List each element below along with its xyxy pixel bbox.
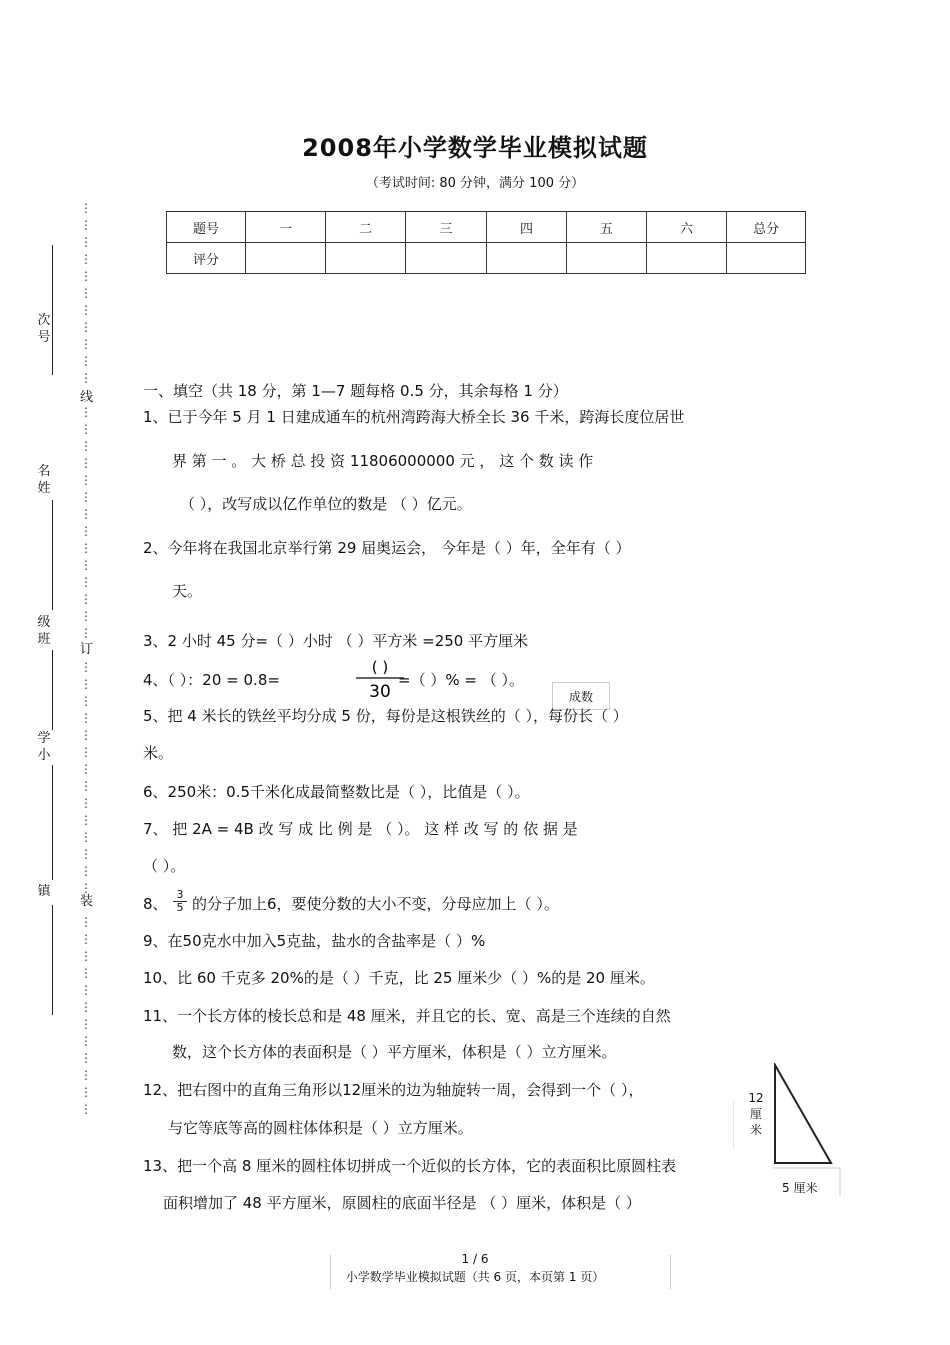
exam-info: （考试时间: 80 分钟，满分 100 分） — [365, 176, 585, 191]
question-line: 5、把 4 米长的铁丝平均分成 5 份，每份是这根铁丝的（ ），每份长（ ） — [143, 707, 628, 725]
margin-line — [52, 500, 53, 610]
page-number: 1 / 6 — [461, 1252, 489, 1266]
table-cell: 五 — [567, 212, 647, 243]
question-line: 1、已于今年 5 月 1 日建成通车的杭州湾跨海大桥全长 36 千米，跨海长度位居世 — [143, 408, 685, 426]
table-row — [167, 212, 806, 243]
section-heading: 一、填空（共 18 分，第 1—7 题每格 0.5 分，其余每格 1 分） — [143, 382, 568, 400]
binding-dotted-line: ⋮ ⋮ ⋮ ⋮ ⋮ ⋮ ⋮ ⋮ ⋮ ⋮ ⋮ ⋮ ⋮ ⋮ ⋮ ⋮ ⋮ ⋮ ⋮ ⋮ ⋮ ⋮ ⋮ ⋮ ⋮ ⋮ ⋮ ⋮ ⋮ ⋮ ⋮ ⋮ ⋮ ⋮ ⋮ ⋮ ⋮ ⋮ ⋮ ⋮ ⋮ ⋮ ⋮ ⋮ ⋮ ⋮ ⋮ ⋮ ⋮ ⋮ ⋮ — [80, 201, 91, 1116]
school-label: 学小 — [37, 731, 51, 763]
question-line: 3、2 小时 45 分=（ ）小时 （ ）平方米 =250 平方厘米 — [143, 632, 529, 650]
fraction-3-5 — [173, 889, 187, 914]
chengshu-box: 成数 — [552, 682, 610, 710]
name-label: 名姓 — [37, 464, 51, 496]
question-line: 12、把右图中的直角三角形以12厘米的边为轴旋转一周，会得到一个（ ）， — [143, 1081, 644, 1099]
binding-word-ding: 订 — [80, 642, 94, 657]
town-label: 镇 — [37, 884, 51, 899]
table-cell: 四 — [487, 212, 567, 243]
score-cell[interactable] — [487, 243, 567, 274]
question-line: 4、（ ）：20 = 0.8= — [143, 671, 280, 689]
question-line: 13、把一个高 8 厘米的圆柱体切拼成一个近似的长方体，它的表面积比原圆柱表 — [143, 1157, 677, 1175]
question-line: 面积增加了 48 平方厘米，原圆柱的底面半径是 （ ）厘米，体积是（ ） — [163, 1194, 641, 1212]
question-line: （ ），改写成以亿作单位的数是 （ ）亿元。 — [180, 495, 472, 513]
footer-note: 小学数学毕业模拟试题（共 6 页，本页第 1 页） — [345, 1270, 605, 1284]
score-cell[interactable] — [567, 243, 647, 274]
triangle-base-label: 5 厘米 — [782, 1181, 818, 1195]
table-cell: 二 — [326, 212, 406, 243]
margin-line — [52, 245, 53, 375]
score-cell[interactable] — [647, 243, 727, 274]
question-line: 与它等底等高的圆柱体体积是（ ）立方厘米。 — [168, 1119, 473, 1137]
seat-number-label: 次号 — [37, 313, 51, 345]
question-line: 的分子加上6，要使分数的大小不变，分母应加上（ ）。 — [192, 895, 559, 913]
triangle-height-label: 12 厘 米 — [748, 1091, 764, 1137]
fraction-numerator: 3 — [176, 888, 184, 901]
question-line: 6、250米：0.5千米化成最简整数比是（ ），比值是（ ）。 — [143, 783, 530, 801]
question-line: =（ ）% = （ ）。 — [398, 671, 524, 689]
question-line: 界 第 一 。 大 桥 总 投 资 11806000000 元 ， 这 个 数 读 作 — [172, 452, 594, 470]
score-cell[interactable] — [727, 243, 806, 274]
binding-word-zhuang: 装 — [80, 894, 94, 909]
table-cell: 六 — [647, 212, 727, 243]
fraction-denominator: 30 — [369, 682, 391, 700]
question-line: 11、一个长方体的棱长总和是 48 厘米，并且它的长、宽、高是三个连续的自然 — [143, 1007, 671, 1025]
table-cell: 总分 — [727, 212, 806, 243]
question-line: 7、 把 2A = 4B 改 写 成 比 例 是 （ ）。 这 样 改 写 的 依 据 是 — [143, 820, 578, 838]
score-table — [166, 211, 806, 274]
question-line: 8、 — [143, 895, 168, 913]
margin-line — [52, 650, 53, 730]
question-line: 2、今年将在我国北京举行第 29 届奥运会， 今年是（ ）年，全年有（ ） — [143, 539, 631, 557]
binding-word-line: 线 — [80, 390, 94, 405]
question-line: 米。 — [143, 744, 174, 762]
page-title: 2008年小学数学毕业模拟试题 — [302, 134, 648, 162]
score-cell[interactable] — [406, 243, 487, 274]
fraction-denominator: 5 — [173, 901, 187, 914]
table-cell: 题号 — [167, 212, 246, 243]
question-line: 9、在50克水中加入5克盐，盐水的含盐率是（ ）% — [143, 932, 486, 950]
question-line: 10、比 60 千克多 20%的是（ ）千克，比 25 厘米少（ ）%的是 20 厘米。 — [143, 969, 655, 987]
table-cell: 三 — [406, 212, 487, 243]
question-line: 数，这个长方体的表面积是（ ）平方厘米，体积是（ ）立方厘米。 — [172, 1043, 617, 1061]
table-row — [167, 243, 806, 274]
margin-line — [52, 765, 53, 880]
table-cell: 评分 — [167, 243, 246, 274]
question-line: （ ）。 — [143, 857, 186, 875]
score-cell[interactable] — [326, 243, 406, 274]
class-label: 级班 — [37, 615, 51, 647]
score-cell[interactable] — [246, 243, 326, 274]
question-line: 天。 — [172, 582, 203, 600]
fraction-numerator: ( ) — [371, 658, 389, 676]
margin-line — [52, 905, 53, 1015]
table-cell: 一 — [246, 212, 326, 243]
